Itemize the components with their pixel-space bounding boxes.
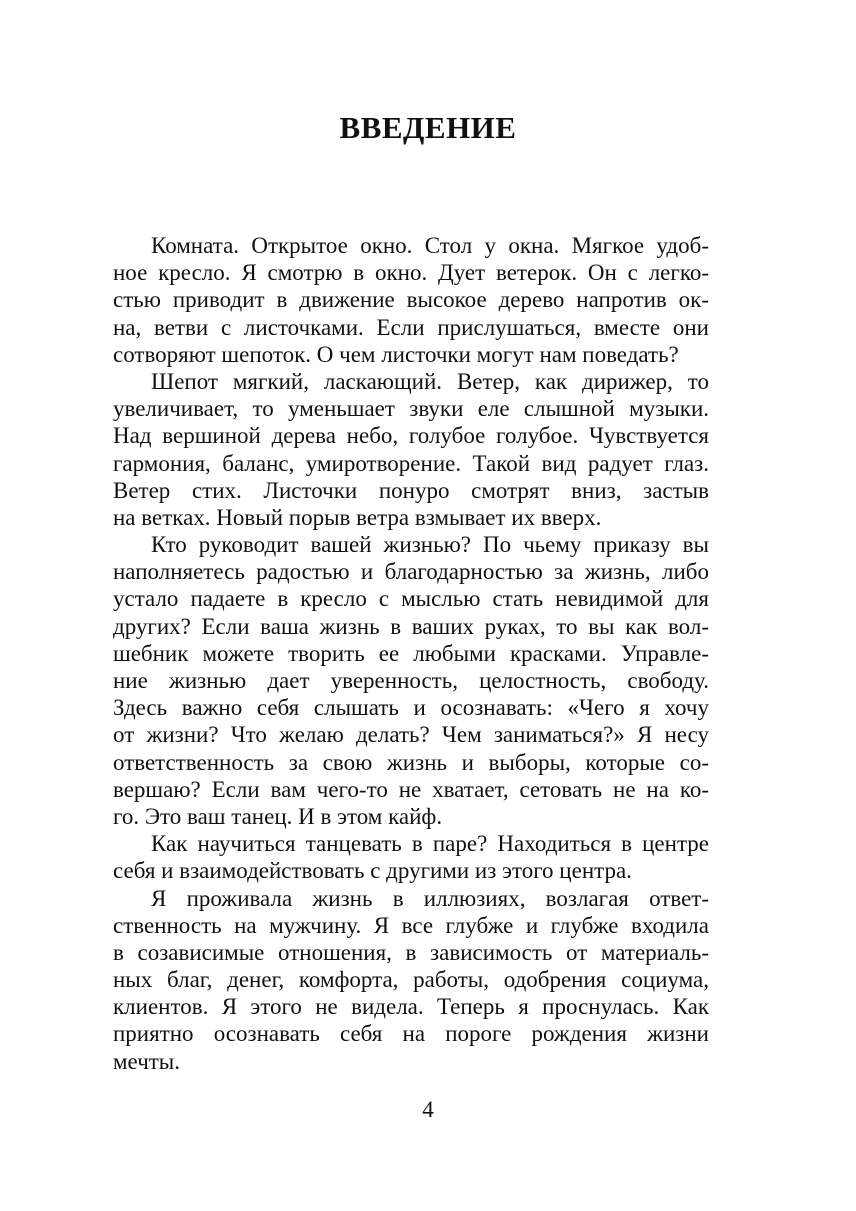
text-line: наполняетесь радостью и благодарностью за жизнь, либо xyxy=(113,559,709,585)
text-line: себя и взаимодействовать с другими из этого центра. xyxy=(113,858,632,884)
page-number: 4 xyxy=(422,1097,434,1122)
text-line: шебник можете творить ее любыми красками. Управле- xyxy=(113,640,709,666)
text-line: ответственность за свою жизнь и выборы, которые со- xyxy=(113,749,709,775)
text-line: вершаю? Если вам чего-то не хватает, сетовать не на ко- xyxy=(113,776,709,802)
text-line: в созависимые отношения, в зависимость от материаль- xyxy=(113,939,709,965)
text-line: ние жизнью дает уверенность, целостность, свободу. xyxy=(113,668,709,693)
text-line: ственность на мужчину. Я все глубже и глубже входила xyxy=(113,912,709,938)
text-line: на ветках. Новый порыв ветра взмывает их вверх. xyxy=(113,504,602,530)
text-line: клиентов. Я этого не видела. Теперь я проснулась. Как xyxy=(113,994,709,1020)
text-line: ное кресло. Я смотрю в окно. Дует ветерок. Он с легко- xyxy=(113,260,709,286)
text-line: других? Если ваша жизнь в ваших руках, то вы как вол- xyxy=(113,613,709,639)
text-line: гармония, баланс, умиротворение. Такой вид радует глаз. xyxy=(113,450,709,476)
chapter-title: ВВЕДЕНИЕ xyxy=(339,110,517,145)
text-line: Здесь важно себя слышать и осознавать: «Чего я хочу xyxy=(113,695,709,721)
text-line: Ветер стих. Листочки понуро смотрят вниз, застыв xyxy=(113,477,709,503)
text-line: приятно осознавать себя на пороге рождения жизни xyxy=(113,1021,709,1047)
text-line: стью приводит в движение высокое дерево напротив ок- xyxy=(113,287,709,313)
paragraph xyxy=(113,531,709,830)
text-line: от жизни? Что желаю делать? Чем заниматься?» Я несу xyxy=(113,722,709,748)
text-line: Комната. Открытое окно. Стол у окна. Мягкое удоб- xyxy=(151,233,709,258)
text-line: Шепот мягкий, ласкающий. Ветер, как дирижер, то xyxy=(151,368,709,394)
text-line: Кто руководит вашей жизнью? По чьему приказу вы xyxy=(151,532,709,558)
text-line: сотворяют шепоток. О чем листочки могут нам поведать? xyxy=(113,341,679,367)
paragraph xyxy=(113,368,709,531)
text-line: Как научиться танцевать в паре? Находиться в центре xyxy=(151,831,709,857)
paragraph xyxy=(113,232,709,368)
text-line: Я проживала жизнь в иллюзиях, возлагая ответ- xyxy=(151,885,709,911)
text-line: ных благ, денег, комфорта, работы, одобрения социума, xyxy=(113,967,709,993)
chapter-body xyxy=(113,232,709,1075)
text-line: на, ветви с листочками. Если прислушаться, вместе они xyxy=(113,314,709,340)
text-line: устало падаете в кресло с мыслью стать невидимой для xyxy=(113,586,709,612)
paragraph xyxy=(113,885,709,1075)
text-line: Над вершиной дерева небо, голубое голубое. Чувствуется xyxy=(113,423,709,449)
text-line: увеличивает, то уменьшает звуки еле слышной музыки. xyxy=(113,396,709,422)
text-line: го. Это ваш танец. И в этом кайф. xyxy=(113,803,443,829)
paragraph xyxy=(113,830,709,884)
text-line: мечты. xyxy=(113,1048,181,1074)
